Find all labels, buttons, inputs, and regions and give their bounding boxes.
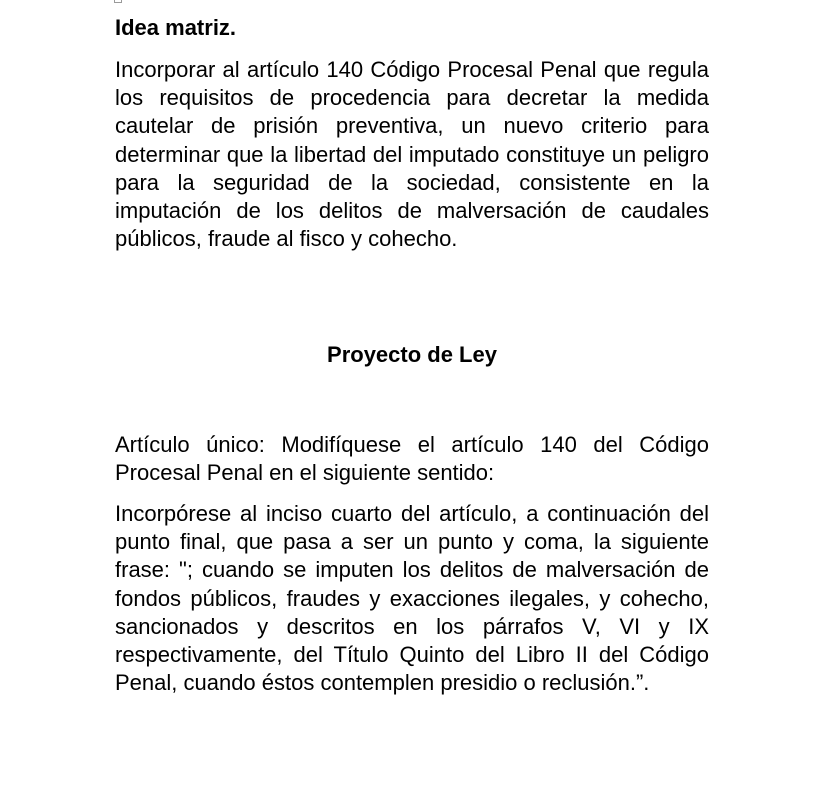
idea-paragraph: Incorporar al artículo 140 Código Procesal Penal que regula los requisitos de procedencia para decretar la medida cautelar de prisión preventiva, un nuevo criterio para determinar que la libertad del imputado constituye un peligro para la seguridad de la sociedad, consistente en la imputación de los delitos de malversación de caudales públicos, fraude al fisco y cohecho.	[115, 57, 709, 252]
article-paragraph: Artículo único: Modifíquese el artículo 140 del Código Procesal Penal en el siguiente sentido:	[115, 432, 709, 486]
amendment-paragraph: Incorpórese al inciso cuarto del artículo, a continuación del punto final, que pasa a ser un punto y coma, la siguiente frase: "; cuando se imputen los delitos de malversación de fondos públicos, fraudes y exacciones ilegales, y cohecho, sancionados y descritos en los párrafos V, VI y IX respectivamente, del Título Quinto del Libro II del Código Penal, cuando éstos contemplen presidio o reclusión.”.	[115, 501, 709, 696]
page-corner-mark	[114, 0, 122, 3]
bill-title: Proyecto de Ley	[327, 342, 497, 367]
section-heading: Idea matriz.	[115, 15, 237, 40]
